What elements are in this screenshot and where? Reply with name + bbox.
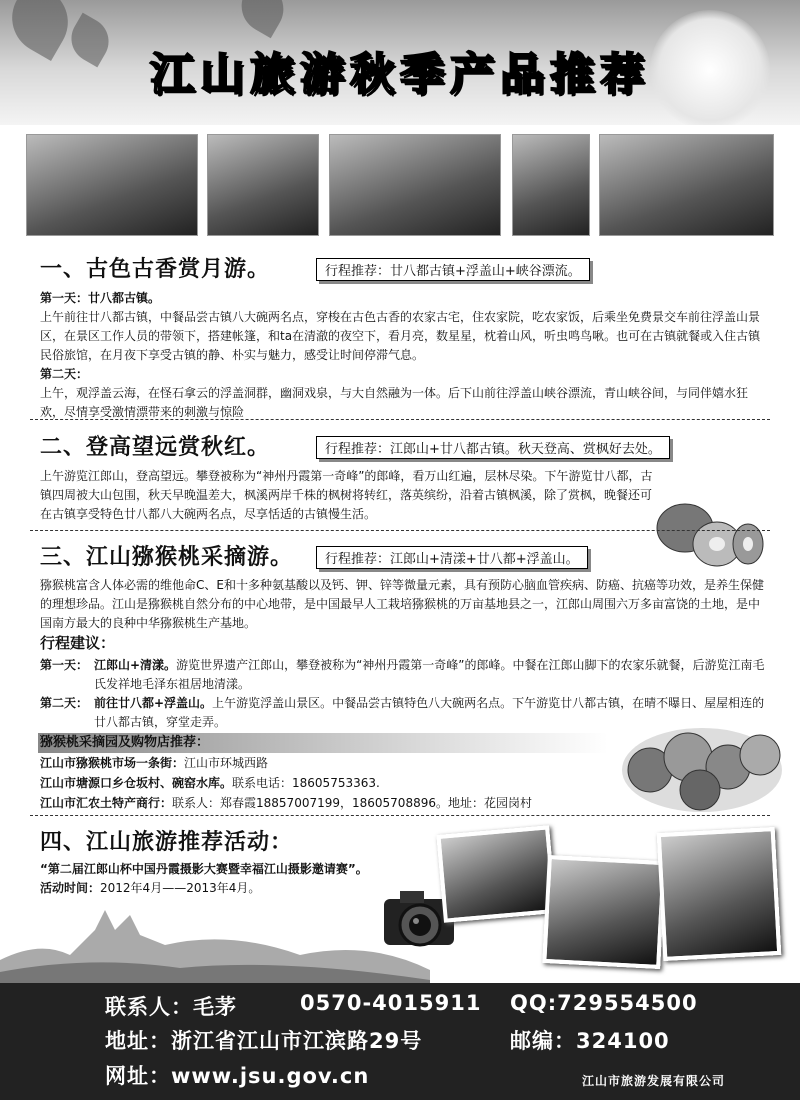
maple-leaf-icon — [232, 0, 293, 38]
mountain-silhouette — [0, 900, 430, 985]
section1-itinerary: 行程推荐：廿八都古镇+浮盖山+峡谷漂流。 — [316, 258, 590, 281]
day1-label: 第一天：廿八都古镇。 — [40, 291, 161, 305]
section3-text: 猕猴桃富含人体必需的维他命C、E和十多种氨基酸以及钙、钾、锌等微量元素，具有预防心脑血管疾病、防癌、抗癌等功效，是养生保健的理想珍品。江山是猕猴桃自然分布的中心地带，是中国最早人工栽培猕猴桃的万亩基地县之一，江郎山周围六万多亩富饶的土地，是中国南方最大的良种中华猕猴桃生产基地。 — [40, 578, 764, 630]
photo-ancient-gate — [26, 134, 198, 236]
website-link[interactable]: 网址：www.jsu.gov.cn — [105, 1064, 370, 1088]
photo-rafting — [512, 134, 590, 236]
event-time: 活动时间：2012年4月——2013年4月。 — [40, 881, 261, 895]
event-name: “第二届江郎山杯中国丹霞摄影大赛暨幸福江山摄影邀请赛”。 — [40, 862, 368, 876]
divider — [30, 530, 770, 531]
contact-address: 地址：浙江省江山市江滨路29号 — [105, 1029, 423, 1053]
section3-day1: 第一天： 江郎山+清漾。游览世界遗产江郎山，攀登被称为“神州丹霞第一奇峰”的郎峰。中餐在江郎山脚下的农家乐就餐，后游览江南毛氏发祥地毛泽东祖居地清漾。 — [40, 658, 765, 691]
section2-itinerary: 行程推荐：江郎山+廿八都古镇。秋天登高、赏枫好去处。 — [316, 436, 670, 459]
day1-text: 上午前往廿八都古镇，中餐品尝古镇八大碗两名点，穿梭在古色古香的农家古宅，住农家院，吃农家饭，后乘坐免费景交车前往浮盖山景区，在景区工作人员的带领下，搭建帐篷，和ta在清澈的夜空下，看月亮，数星星，枕着山风，听虫鸣鸟啾。也可在古镇就餐或入住古镇民俗旅馆，在月夜下享受古镇的静、朴实与魅力，感受让时间停滞气息。 — [40, 310, 761, 362]
section3-day2: 第二天： 前往廿八都+浮盖山。上午游览浮盖山景区。中餐品尝古镇特色八大碗两名点。下午游览廿八都古镇，在晴不曝日、屋屋相连的廿八都古镇，穿堂走弄。 — [40, 696, 765, 729]
contact-qq: QQ:729554500 — [510, 991, 698, 1015]
photo-old-street — [207, 134, 319, 236]
section1-body — [40, 289, 770, 422]
shops-title: 猕猴桃采摘园及购物店推荐： — [40, 735, 210, 750]
shop-item: 江山市塘源口乡仓坂村、碗窑水库。联系电话：18605753363. — [40, 776, 380, 790]
section4-heading: 四、江山旅游推荐活动： — [40, 830, 294, 855]
suggest-label: 行程建议： — [40, 634, 116, 652]
photo-print — [542, 855, 665, 969]
shop-item: 江山市猕猴桃市场一条街：江山市环城西路 — [40, 756, 269, 770]
kiwi-basket-icon — [620, 715, 785, 815]
day2-label: 第二天： — [40, 367, 89, 381]
photo-mountain — [329, 134, 501, 236]
footer — [0, 983, 800, 1100]
divider — [30, 815, 770, 816]
photo-strip — [26, 134, 776, 234]
photo-peaks — [599, 134, 774, 236]
contact-phone: 0570-4015911 — [300, 991, 482, 1015]
section1-heading: 一、古色古香赏月游。 — [40, 257, 271, 282]
photo-print — [657, 827, 782, 961]
shop-list — [40, 753, 640, 813]
header-banner — [0, 0, 800, 125]
page-title: 江山旅游秋季产品推荐 — [150, 49, 650, 100]
photo-print — [436, 825, 556, 923]
contact-postcode: 邮编：324100 — [510, 1029, 670, 1053]
section2-text: 上午游览江郎山，登高望远。攀登被称为“神州丹霞第一奇峰”的郎峰，看万山红遍，层林尽染。下午游览廿八都，古镇四周被大山包围，秋天早晚温差大，枫溪两岸千株的枫树将转红，落英缤纷，沿着古镇枫溪，除了赏枫，晚餐还可在古镇享受特色廿八都八大碗两名点，尽享恬适的古镇慢生活。 — [40, 469, 653, 521]
company-name: 江山市旅游发展有限公司 — [582, 1074, 726, 1088]
contact-person: 联系人：毛茅 — [105, 995, 237, 1019]
section3-heading: 三、江山猕猴桃采摘游。 — [40, 545, 294, 570]
section2-heading: 二、登高望远赏秋红。 — [40, 435, 271, 460]
divider — [30, 419, 770, 420]
kiwi-fruit-icon — [655, 500, 765, 570]
section3-itinerary: 行程推荐：江郎山+清漾+廿八都+浮盖山。 — [316, 546, 588, 569]
shop-item: 江山市汇农土特产商行：联系人：郑春霞18857007199，18605708896。地址：花园岗村 — [40, 796, 532, 810]
day2-text: 上午，观浮盖云海，在怪石拿云的浮盖洞群，幽洞戏泉，与大自然融为一体。后下山前往浮盖山峡谷漂流，青山峡谷间，与同伴嬉水狂欢，尽情享受激情漂带来的刺激与惊险 — [40, 386, 749, 419]
